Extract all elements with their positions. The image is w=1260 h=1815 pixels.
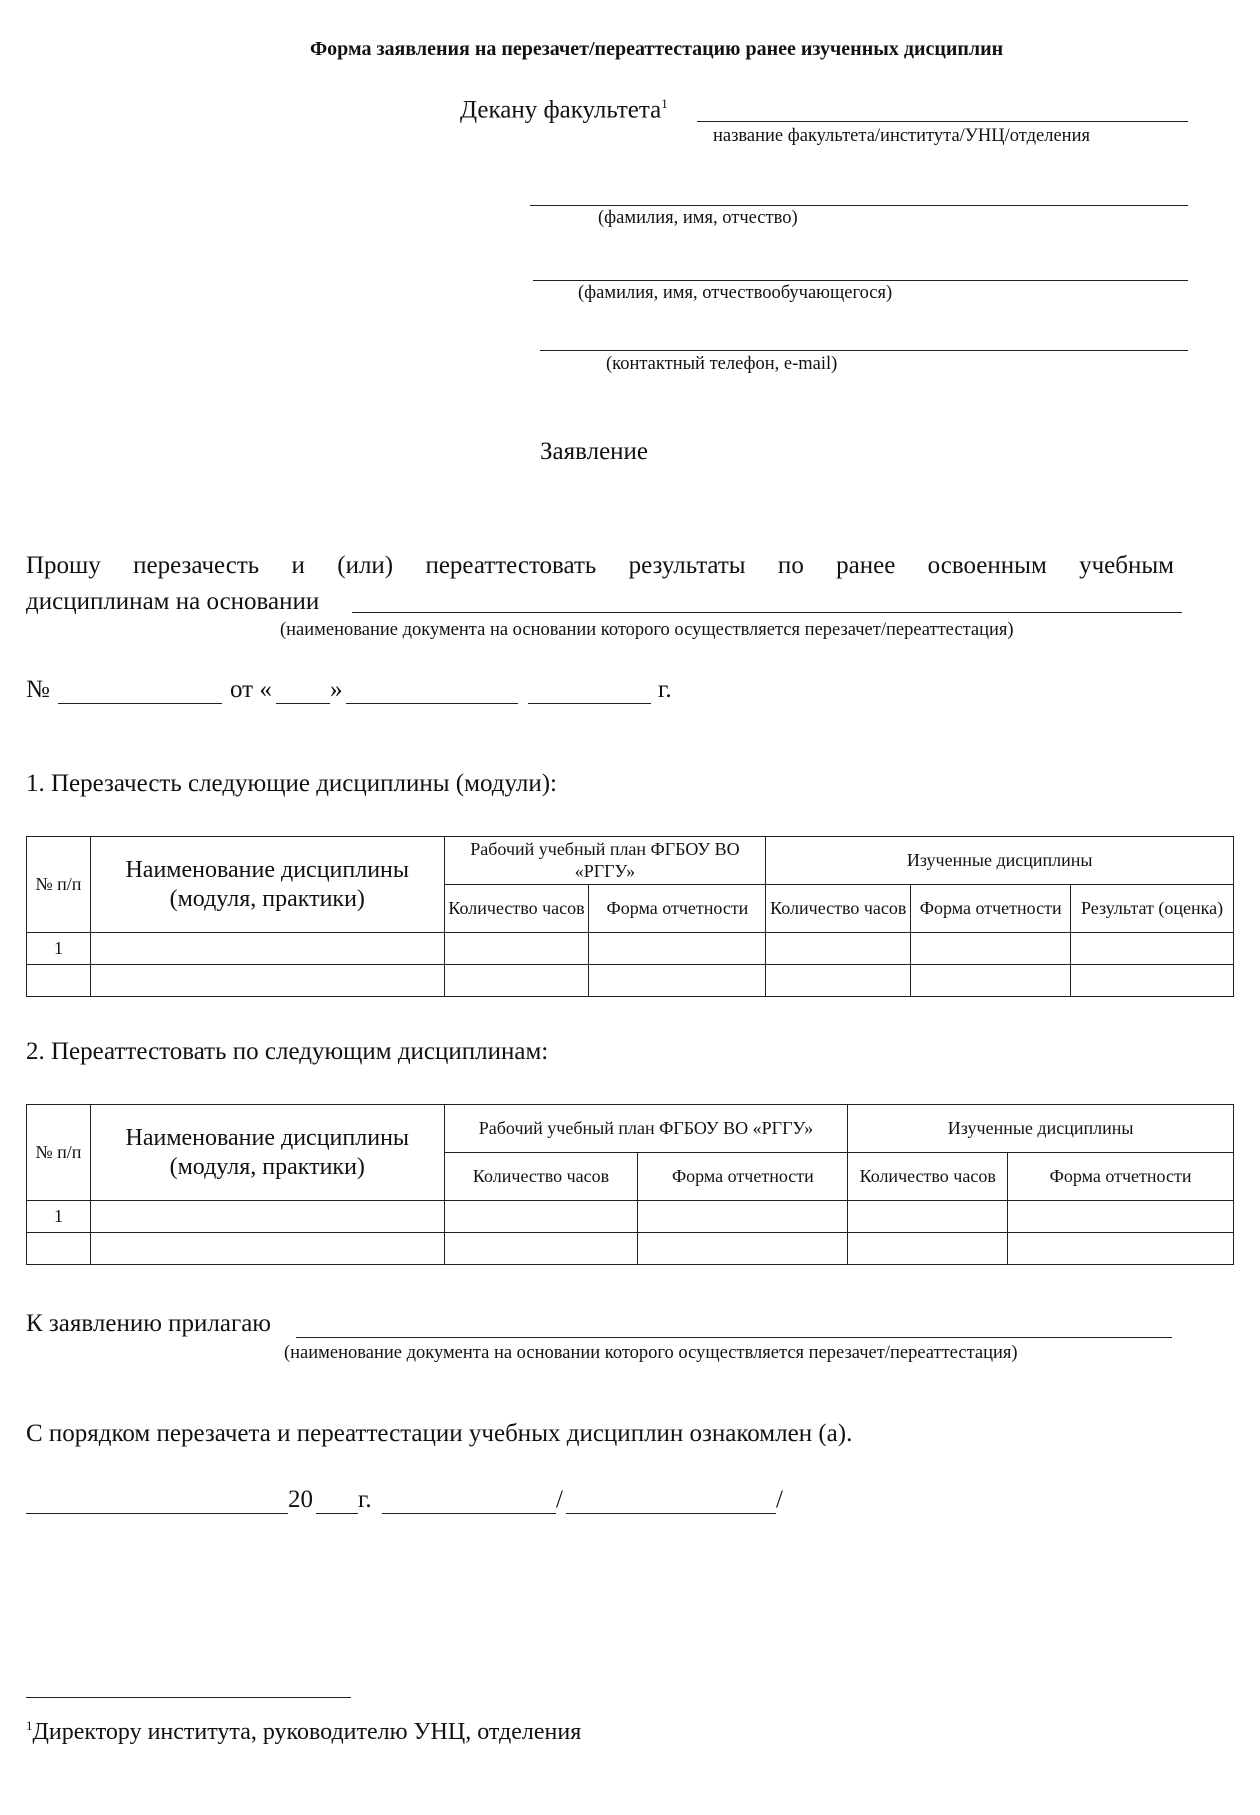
table-cell[interactable] [766,965,911,997]
signature-year-suffix: г. [358,1486,372,1513]
col-plan-header: Рабочий учебный план ФГБОУ ВО «РГГУ» [444,1105,848,1153]
col-studied-header: Изученные дисциплины [766,837,1234,885]
table-cell[interactable] [638,1201,848,1233]
table-cell[interactable] [90,1201,444,1233]
transfer-table [26,836,1234,997]
table-cell[interactable] [444,1201,638,1233]
date-year-suffix: г. [658,676,672,703]
date-day-field[interactable] [276,703,330,704]
attachment-label: К заявлению прилагаю [26,1310,271,1337]
date-from-label: от « [230,676,272,703]
table-cell[interactable] [1071,933,1234,965]
request-line-1: Прошу перезачесть и (или) переаттестовать результаты по ранее освоенным учебным [26,552,1174,579]
basis-field[interactable] [352,612,1182,613]
document-number-field[interactable] [58,703,222,704]
footnote-mark: 1 [26,1718,33,1733]
table-cell[interactable] [589,965,766,997]
col-name-header: Наименование дисциплины (модуля, практики) [90,1105,444,1201]
signature-name-field[interactable] [566,1513,776,1514]
footnote-mark: 1 [661,96,668,111]
footnote-divider [26,1697,351,1698]
col-num-header: № п/п [27,1105,91,1201]
col-hours-header: Количество часов [444,885,589,933]
attachment-field[interactable] [296,1337,1172,1338]
table-cell[interactable] [1008,1233,1234,1265]
section1-title: 1. Перезачесть следующие дисциплины (модули): [26,770,557,797]
col-hours-header: Количество часов [444,1153,638,1201]
footnote [26,1718,581,1746]
table-cell[interactable] [444,1233,638,1265]
col-num-header: № п/п [27,837,91,933]
table-cell[interactable] [766,933,911,965]
col-report-form-header: Форма отчетности [589,885,766,933]
table-cell[interactable] [848,1201,1008,1233]
col-result-header: Результат (оценка) [1071,885,1234,933]
table-cell[interactable] [848,1233,1008,1265]
contact-field[interactable] [540,350,1188,351]
date-year-field[interactable] [528,703,651,704]
signature-slash-end: / [776,1486,783,1513]
section2-title: 2. Переаттестовать по следующим дисциплинам: [26,1038,549,1065]
col-hours2-header: Количество часов [848,1153,1008,1201]
row-num: 1 [27,1201,91,1233]
student-field[interactable] [533,280,1188,281]
signature-year-prefix: 20 [288,1486,313,1513]
signature-date-field[interactable] [26,1513,288,1514]
col-report-form2-header: Форма отчетности [1008,1153,1234,1201]
signature-year-field[interactable] [316,1513,358,1514]
table-row [27,1201,1234,1233]
contact-hint: (контактный телефон, e-mail) [606,354,838,374]
date-quote-close: » [330,676,343,703]
reattestation-table [26,1104,1234,1265]
table-cell[interactable] [90,1233,444,1265]
student-hint: (фамилия, имя, отчествообучающегося) [578,283,893,303]
number-sign: № [26,676,50,703]
dean-label-text: Декану факультета [460,96,662,124]
request-line-2: дисциплинам на основании [26,588,320,615]
table-cell[interactable] [911,933,1071,965]
col-hours2-header: Количество часов [766,885,911,933]
table-cell[interactable] [589,933,766,965]
footnote-text: Директору института, руководителю УНЦ, отделения [32,1719,582,1745]
table-cell[interactable] [911,965,1071,997]
row-num: 1 [27,933,91,965]
table-row [27,965,1234,997]
form-title: Форма заявления на перезачет/переаттестацию ранее изученных дисциплин [310,38,1004,60]
table-cell[interactable] [444,965,589,997]
table-cell[interactable] [638,1233,848,1265]
attachment-hint: (наименование документа на основании которого осуществляется перезачет/переаттестация) [284,1343,1018,1363]
dean-label [460,96,668,124]
col-report-form-header: Форма отчетности [638,1153,848,1201]
col-report-form2-header: Форма отчетности [911,885,1071,933]
row-num [27,965,91,997]
table-cell[interactable] [1071,965,1234,997]
name-hint: (фамилия, имя, отчество) [598,208,798,228]
statement-heading: Заявление [540,438,649,465]
table-row [27,1233,1234,1265]
col-studied-header: Изученные дисциплины [848,1105,1234,1153]
signature-field[interactable] [382,1513,556,1514]
name-field[interactable] [530,205,1188,206]
faculty-field[interactable] [697,121,1188,122]
col-name-header: Наименование дисциплины (модуля, практики) [90,837,444,933]
table-cell[interactable] [444,933,589,965]
date-month-field[interactable] [346,703,518,704]
row-num [27,1233,91,1265]
acknowledgement-text: С порядком перезачета и переаттестации учебных дисциплин ознакомлен (а). [26,1420,853,1447]
table-cell[interactable] [1008,1201,1234,1233]
signature-slash: / [556,1486,563,1513]
table-cell[interactable] [90,933,444,965]
basis-hint: (наименование документа на основании которого осуществляется перезачет/переаттестация) [280,620,1014,640]
col-plan-header: Рабочий учебный план ФГБОУ ВО «РГГУ» [444,837,766,885]
faculty-hint: название факультета/института/УНЦ/отделения [713,126,1090,146]
table-cell[interactable] [90,965,444,997]
table-row [27,933,1234,965]
